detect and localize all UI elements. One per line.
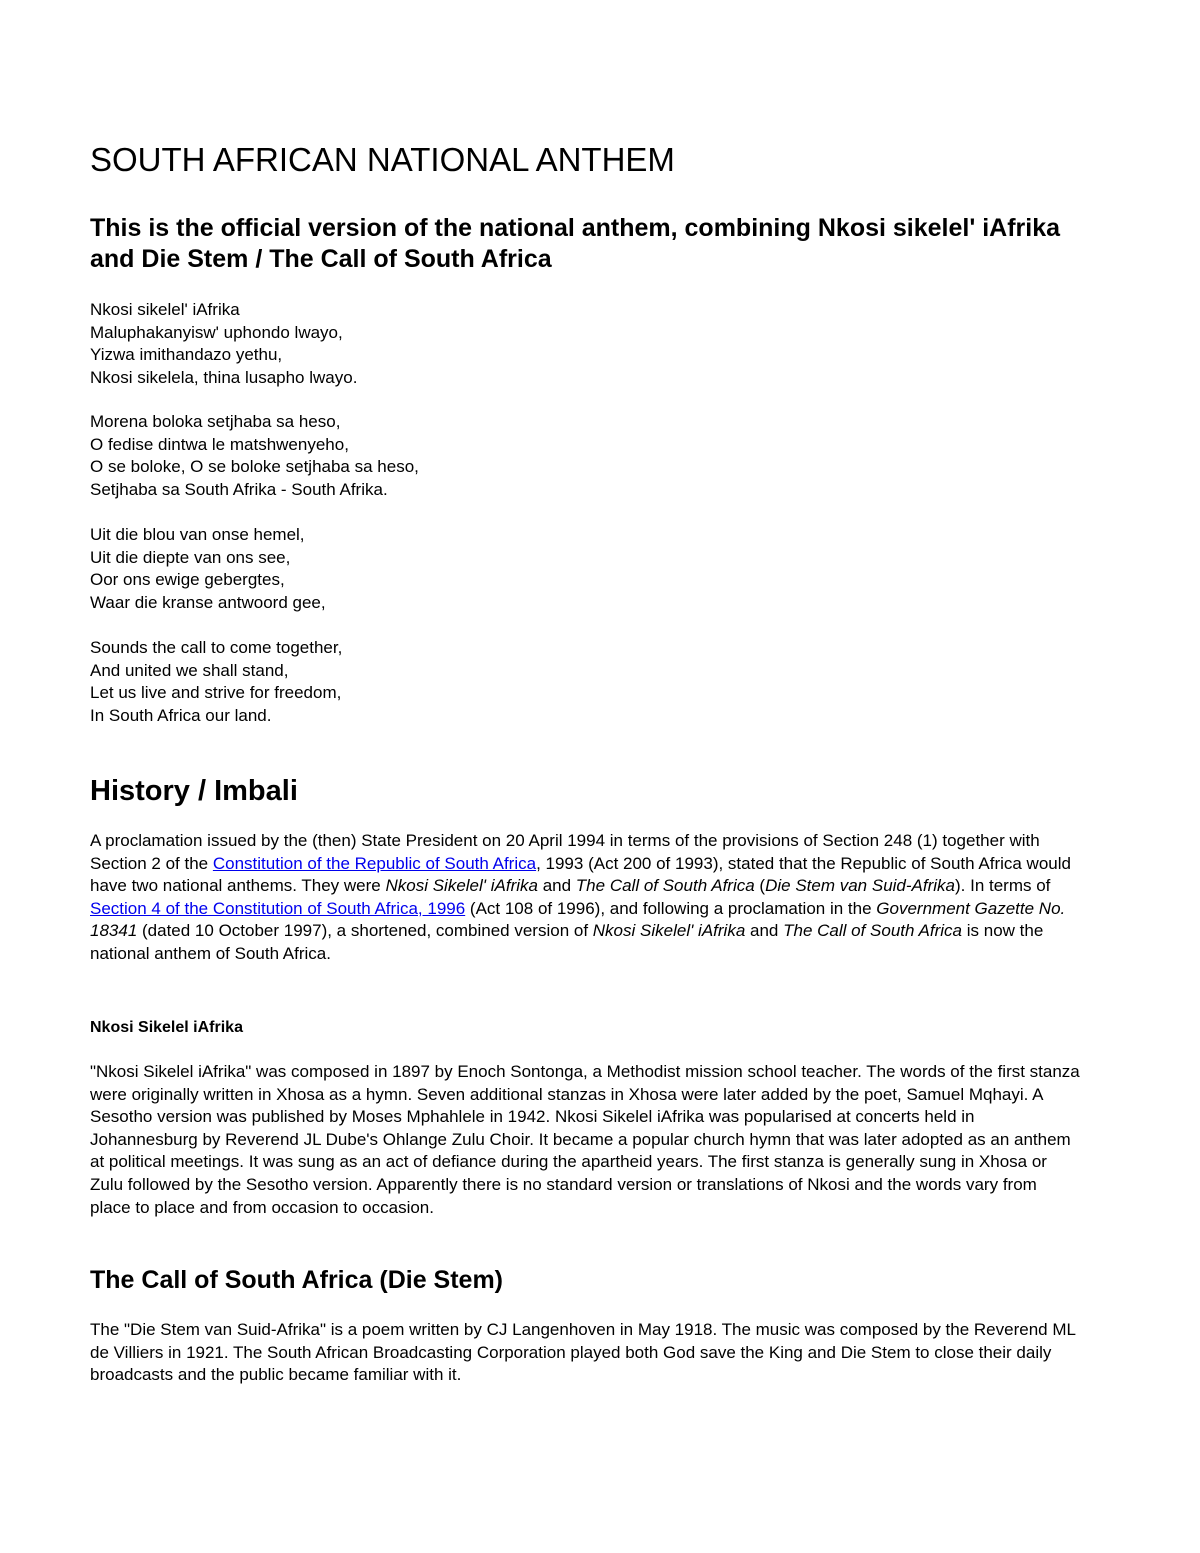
lyric-line: O se boloke, O se boloke setjhaba sa heso,: [90, 457, 419, 476]
constitution-1996-link[interactable]: Section 4 of the Constitution of South Africa, 1996: [90, 898, 466, 918]
history-text: and: [537, 876, 576, 896]
history-text: (: [754, 876, 766, 896]
history-text: is now the national anthem of South Africa.: [90, 921, 1044, 963]
lyric-line: In South Africa our land.: [90, 705, 272, 725]
call-heading: The Call of South Africa (Die Stem): [90, 1266, 504, 1294]
lyric-line: O fedise dintwa le matshwenyeho,: [90, 434, 349, 454]
call-paragraph: The "Die Stem van Suid-Afrika" is a poem written by CJ Langenhoven in May 1918. The music was composed by the Reverend ML de Villiers in 1921. The South African Broadcasting Corporation played both God save the King and Die Stem to close their daily broadcasts and the public became familiar with it.: [90, 1320, 1076, 1385]
history-text: ). In terms of: [955, 876, 1051, 896]
lyric-line: Setjhaba sa South Afrika - South Afrika.: [90, 479, 388, 499]
history-text: (dated 10 October 1997), a shortened, combined version of: [137, 921, 593, 941]
lyric-line: Waar die kranse antwoord gee,: [90, 592, 326, 612]
nkosi-paragraph: "Nkosi Sikelel iAfrika" was composed in 1897 by Enoch Sontonga, a Methodist mission school teacher. The words of the first stanza were originally written in Xhosa as a hymn. Seven additional stanzas in Xhosa were later added by the poet, Samuel Mqhayi. A Sesotho version was published by Moses Mphahlele in 1942. Nkosi Sikelel iAfrika was popularised at concerts held in Johannesburg by Reverend JL Dube's Ohlange Zulu Choir. It became a popular church hymn that was later adopted as an anthem at political meetings. It was sung as an act of defiance during the apartheid years. The first stanza is generally sung in Xhosa or Zulu followed by the Sesotho version. Apparently there is no standard version or translations of Nkosi and the words vary from place to place and from occasion to occasion.: [90, 1062, 1080, 1217]
lyric-line: Yizwa imithandazo yethu,: [90, 345, 283, 364]
lyrics-stanza: [90, 411, 419, 501]
lyric-line: Morena boloka setjhaba sa heso,: [90, 412, 341, 431]
anthem-title: The Call of South Africa: [575, 876, 755, 896]
anthem-title: The Call of South Africa: [783, 921, 963, 941]
anthem-title: Nkosi Sikelel' iAfrika: [592, 921, 746, 941]
history-paragraph: [90, 830, 1080, 966]
lyric-line: Uit die blou van onse hemel,: [90, 525, 305, 544]
lyric-line: Nkosi sikelel' iAfrika: [90, 300, 240, 319]
lyric-line: And united we shall stand,: [90, 660, 289, 680]
history-heading: History / Imbali: [90, 775, 298, 807]
constitution-1993-link[interactable]: Constitution of the Republic of South Africa: [212, 853, 537, 873]
page-title: SOUTH AFRICAN NATIONAL ANTHEM: [90, 141, 675, 178]
lyric-line: Oor ons ewige gebergtes,: [90, 570, 285, 589]
history-text: , 1993 (Act 200 of 1993), stated that the Republic of South Africa would have two national anthems. They were: [90, 853, 1071, 896]
lyric-line: Uit die diepte van ons see,: [90, 547, 291, 567]
page-subtitle: This is the official version of the national anthem, combining Nkosi sikelel' iAfrika and Die Stem / The Call of South Africa: [90, 214, 1061, 273]
lyrics-stanza: [90, 637, 342, 727]
nkosi-heading: Nkosi Sikelel iAfrika: [90, 1019, 243, 1036]
history-text: A proclamation issued by the (then) State President on 20 April 1994 in terms of the provisions of Section 248 (1) together with Section 2 of the: [90, 831, 1040, 873]
lyric-line: Nkosi sikelela, thina lusapho lwayo.: [90, 367, 358, 387]
lyric-line: Maluphakanyisw' uphondo lwayo,: [90, 322, 343, 342]
lyric-line: Sounds the call to come together,: [90, 638, 343, 657]
history-text: and: [745, 921, 784, 941]
anthem-title: Nkosi Sikelel' iAfrika: [385, 876, 538, 896]
lyric-line: Let us live and strive for freedom,: [90, 683, 342, 702]
gazette-title: Government Gazette No. 18341: [90, 898, 1066, 941]
anthem-title: Die Stem van Suid-Afrika: [765, 876, 955, 896]
lyrics-stanza: [90, 524, 326, 614]
history-text: (Act 108 of 1996), and following a proclamation in the: [465, 898, 877, 918]
lyrics-stanza: [90, 299, 357, 389]
